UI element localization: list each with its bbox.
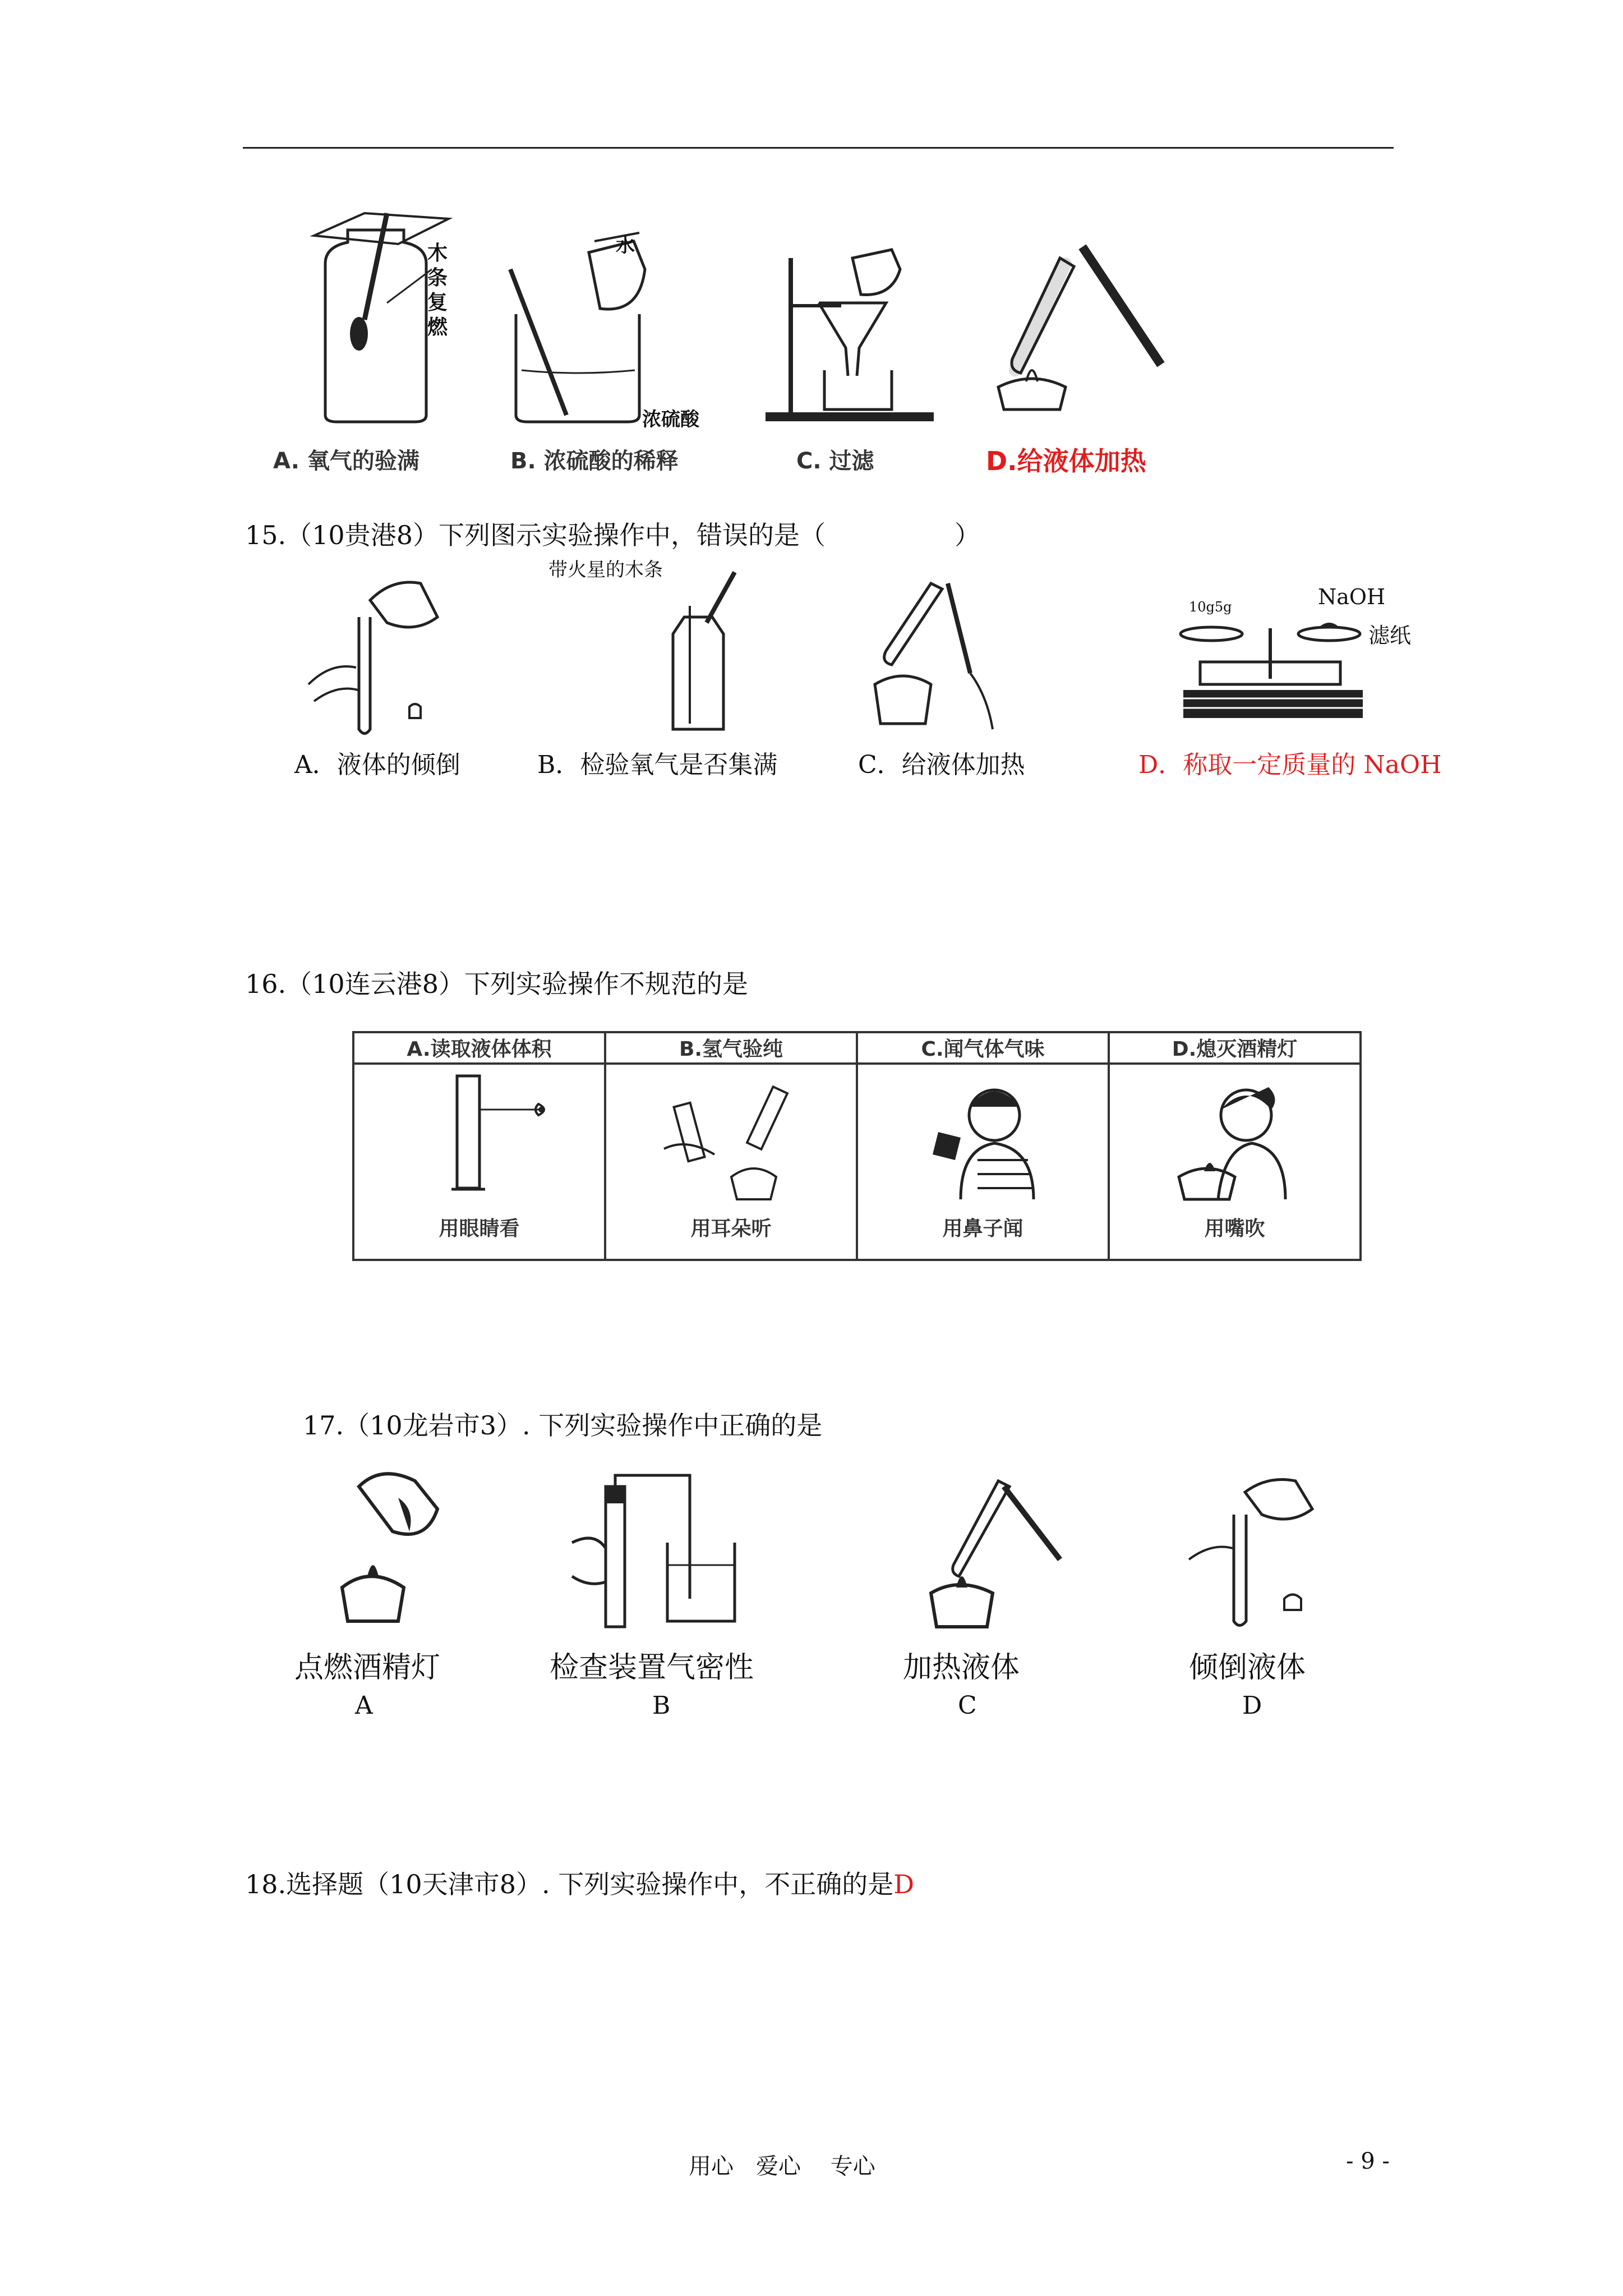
q16-cell-a [353, 1064, 605, 1260]
q17-letter-b: B [652, 1691, 671, 1720]
q16-cell-c [857, 1064, 1109, 1260]
q16-footer-c: 用鼻子闻 [942, 1217, 1023, 1240]
q17-letter-c: C [958, 1691, 977, 1720]
figure-acid-dilution [505, 236, 684, 429]
caption-d-heating-liquid: D.给液体加热 [986, 446, 1146, 476]
q16-header-d: D.熄灭酒精灯 [1109, 1032, 1361, 1064]
q16-footer-d: 用嘴吹 [1204, 1217, 1265, 1240]
header-rule [243, 147, 1394, 149]
figure-smell-gas [899, 1065, 1067, 1211]
label-naoh: NaOH [1318, 585, 1386, 609]
q16-options-table [352, 1031, 1362, 1261]
label-water: 水 [616, 234, 635, 257]
q16-footer-a: 用眼睛看 [439, 1217, 520, 1240]
figure-read-cylinder [395, 1065, 564, 1211]
label-filter-paper: 滤纸 [1368, 623, 1412, 648]
caption-q15-b: B．检验氧气是否集满 [537, 751, 778, 779]
label-weights: 10g5g [1189, 599, 1232, 615]
caption-q15-a: A．液体的倾倒 [294, 751, 460, 779]
figure-pour-liquid-q17 [1183, 1464, 1340, 1635]
q16-cell-b [605, 1064, 857, 1260]
footer-page-number: - 9 - [1346, 2148, 1390, 2174]
q16-header-a: A.读取液体体积 [353, 1032, 605, 1064]
q17-caption-d: 倾倒液体 [1189, 1651, 1306, 1685]
question-18-answer: D [893, 1869, 915, 1899]
question-16: 16.（10连云港8）下列实验操作不规范的是 [245, 969, 748, 999]
figure-pouring-liquid [297, 572, 465, 743]
q17-letter-a: A [355, 1691, 373, 1720]
figure-light-lamp [325, 1464, 460, 1635]
q16-footer-b: 用耳朵听 [690, 1217, 772, 1240]
caption-q15-d: D．称取一定质量的 NaOH [1138, 751, 1442, 779]
label-conc-sulfuric-acid: 浓硫酸 [642, 408, 699, 431]
q16-header-b: B.氢气验纯 [605, 1032, 857, 1064]
label-glowing-splint: 带火星的木条 [548, 559, 663, 581]
caption-b-acid-dilution: B. 浓硫酸的稀释 [510, 448, 679, 474]
figure-oxygen-check [662, 572, 740, 737]
q17-caption-b: 检查装置气密性 [550, 1651, 754, 1685]
question-15: 15.（10贵港8）下列图示实验操作中，错误的是（ ） [245, 520, 980, 550]
q16-cell-d [1109, 1064, 1361, 1260]
figure-heat-liquid-q17 [914, 1470, 1077, 1635]
figure-blow-lamp [1151, 1065, 1319, 1211]
label-splint-relit: 木条复燃 [427, 242, 448, 339]
q17-caption-a: 点燃酒精灯 [294, 1651, 441, 1685]
figure-heating-liquid-tube [976, 241, 1178, 434]
footer-motto: 用心 爱心 专心 [689, 2154, 875, 2179]
figure-balance-naoh [1178, 611, 1368, 737]
q17-letter-d: D [1242, 1691, 1262, 1720]
q16-header-c: C.闻气体气味 [857, 1032, 1109, 1064]
caption-c-filtration: C. 过滤 [796, 448, 874, 474]
figure-heating-liquid-q15 [858, 572, 1026, 737]
question-18-text: 18.选择题（10天津市8）. 下列实验操作中，不正确的是 [245, 1869, 894, 1899]
figure-hydrogen-test [647, 1065, 815, 1211]
question-17: 17.（10龙岩市3）. 下列实验操作中正确的是 [303, 1410, 823, 1441]
figure-filtration [763, 252, 942, 429]
figure-airtightness-check [572, 1470, 751, 1635]
question-18 [245, 1864, 914, 1901]
caption-q15-c: C．给液体加热 [858, 751, 1025, 779]
caption-a-oxygen-full: A. 氧气的验满 [273, 448, 419, 474]
q17-caption-c: 加热液体 [903, 1651, 1020, 1685]
